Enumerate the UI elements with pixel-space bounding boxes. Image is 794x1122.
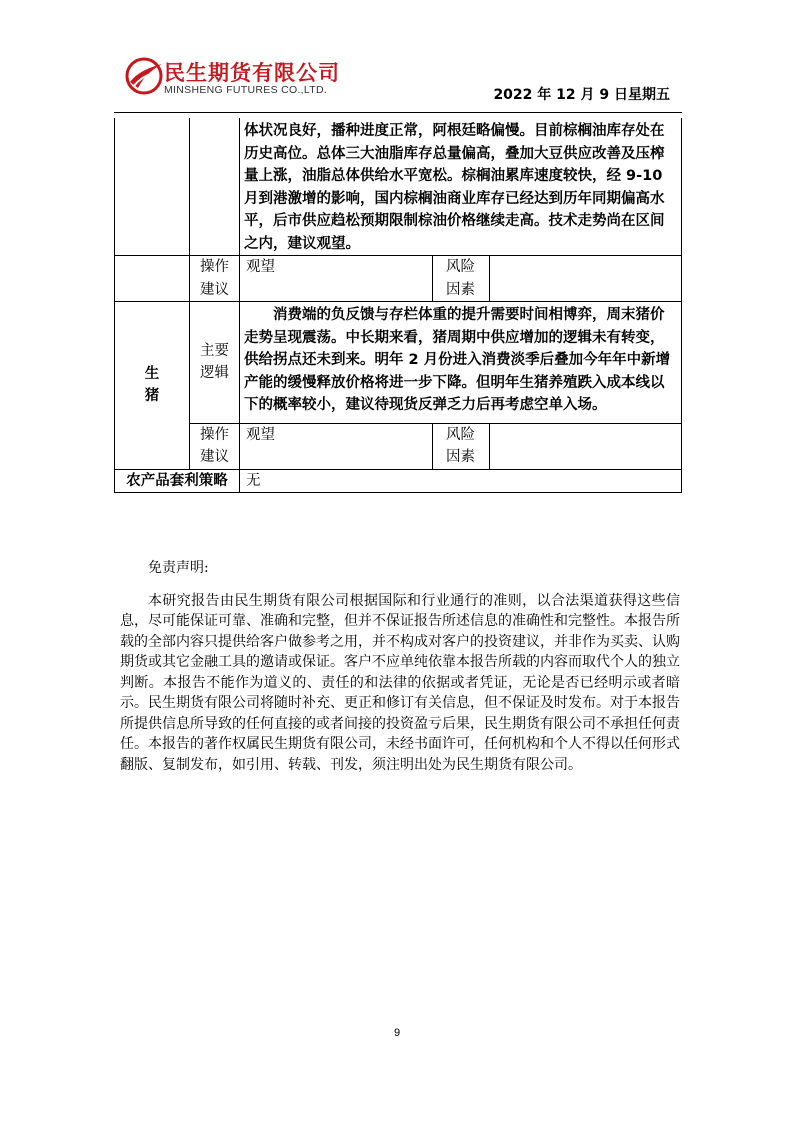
palm-oil-logic-label-cell bbox=[190, 118, 240, 256]
risk-label-line2: 因素 bbox=[446, 449, 475, 465]
disclaimer-title: 免责声明: bbox=[148, 560, 209, 576]
operation-label-line2: 建议 bbox=[200, 281, 229, 298]
minsheng-logo-icon bbox=[124, 56, 164, 96]
commodity-name-line2: 猪 bbox=[144, 388, 160, 405]
strategy-table bbox=[114, 118, 682, 493]
commodity-name-line1: 生 bbox=[144, 365, 160, 382]
hog-risk-label bbox=[432, 423, 489, 469]
page-number: 9 bbox=[393, 1027, 401, 1039]
hog-operation-row bbox=[115, 423, 682, 469]
operation-label-line2: 建议 bbox=[200, 449, 229, 465]
hog-operation-value: 观望 bbox=[240, 423, 433, 469]
palm-oil-commodity-cell bbox=[115, 118, 190, 256]
palm-oil-commodity-cell-cont bbox=[115, 256, 190, 302]
arbitrage-label: 农产品套利策略 bbox=[115, 469, 240, 493]
palm-oil-logic-row bbox=[115, 118, 682, 256]
company-logo bbox=[124, 56, 364, 104]
arbitrage-value: 无 bbox=[240, 469, 682, 493]
hog-commodity-label bbox=[115, 302, 190, 470]
report-date: 2022 年 12 月 9 日星期五 bbox=[493, 87, 670, 103]
disclaimer-body: 本研究报告由民生期货有限公司根据国际和行业通行的准则，以合法渠道获得这些信息，尽可能保证可靠、准确和完整，但并不保证报告所述信息的准确性和完整性。本报告所载的全部内容只提供给客户做参考之用，并不构成对客户的投资建议，并非作为买卖、认购期货或其它金融工具的邀请或保证。客户不应单纯依靠本报告所载的内容而取代个人的独立判断。本报告不能作为道义的、责任的和法律的依据或者凭证，无论是否已经明示或者暗示。民生期货有限公司将随时补充、更正和修订有关信息，但不保证及时发布。对于本报告所提供信息所导致的任何直接的或者间接的投资盈亏后果，民生期货有限公司不承担任何责任。本报告的著作权属民生期货有限公司，未经书面许可，任何机构和个人不得以任何形式翻版、复制发布，如引用、转载、刊发，须注明出处为民生期货有限公司。 bbox=[120, 592, 680, 773]
palm-oil-operation-row bbox=[115, 256, 682, 302]
logo-chinese-name: 民生期货有限公司 bbox=[164, 61, 340, 85]
logic-label-line2: 逻辑 bbox=[200, 365, 229, 382]
palm-oil-operation-label bbox=[190, 256, 240, 302]
hog-logic-label bbox=[190, 302, 240, 424]
palm-oil-risk-value bbox=[489, 256, 682, 302]
hog-logic-row bbox=[115, 302, 682, 424]
risk-label-line2: 因素 bbox=[446, 281, 475, 298]
disclaimer-section bbox=[120, 558, 680, 775]
hog-logic-text: 消费端的负反馈与存栏体重的提升需要时间相博弈，周末猪价走势呈现震荡。中长期来看，猪周期中供应增加的逻辑未有转变，供给拐点还未到来。明年 2 月份进入消费淡季后叠加今年年中新增产能的缓慢释放价格将进一步下降。但明年生猪养殖跌入成本线以下的概率较小，建议待现货反弹乏力后再考虑空单入场。 bbox=[240, 302, 682, 424]
risk-label-line1: 风险 bbox=[446, 426, 475, 443]
operation-label-line1: 操作 bbox=[200, 259, 229, 275]
palm-oil-risk-label bbox=[432, 256, 489, 302]
header-divider bbox=[114, 112, 682, 113]
operation-label-line1: 操作 bbox=[200, 426, 229, 443]
palm-oil-logic-text: 体状况良好，播种进度正常，阿根廷略偏慢。目前棕榈油库存处在历史高位。总体三大油脂库存总量偏高，叠加大豆供应改善及压榨量上涨，油脂总体供给水平宽松。棕榈油累库速度较快，经 9-10 月到港激增的影响，国内棕榈油商业库存已经达到历年同期偏高水平，后市供应趋松预期限制棕油价格继续走高。技术走势尚在区间之内，建议观望。 bbox=[240, 118, 682, 256]
logic-label-line1: 主要 bbox=[200, 342, 229, 359]
hog-risk-value bbox=[489, 423, 682, 469]
risk-label-line1: 风险 bbox=[446, 259, 475, 275]
arbitrage-row bbox=[115, 469, 682, 493]
logo-english-name: MINSHENG FUTURES CO.,LTD. bbox=[164, 84, 328, 96]
palm-oil-operation-value: 观望 bbox=[240, 256, 433, 302]
hog-operation-label bbox=[190, 423, 240, 469]
